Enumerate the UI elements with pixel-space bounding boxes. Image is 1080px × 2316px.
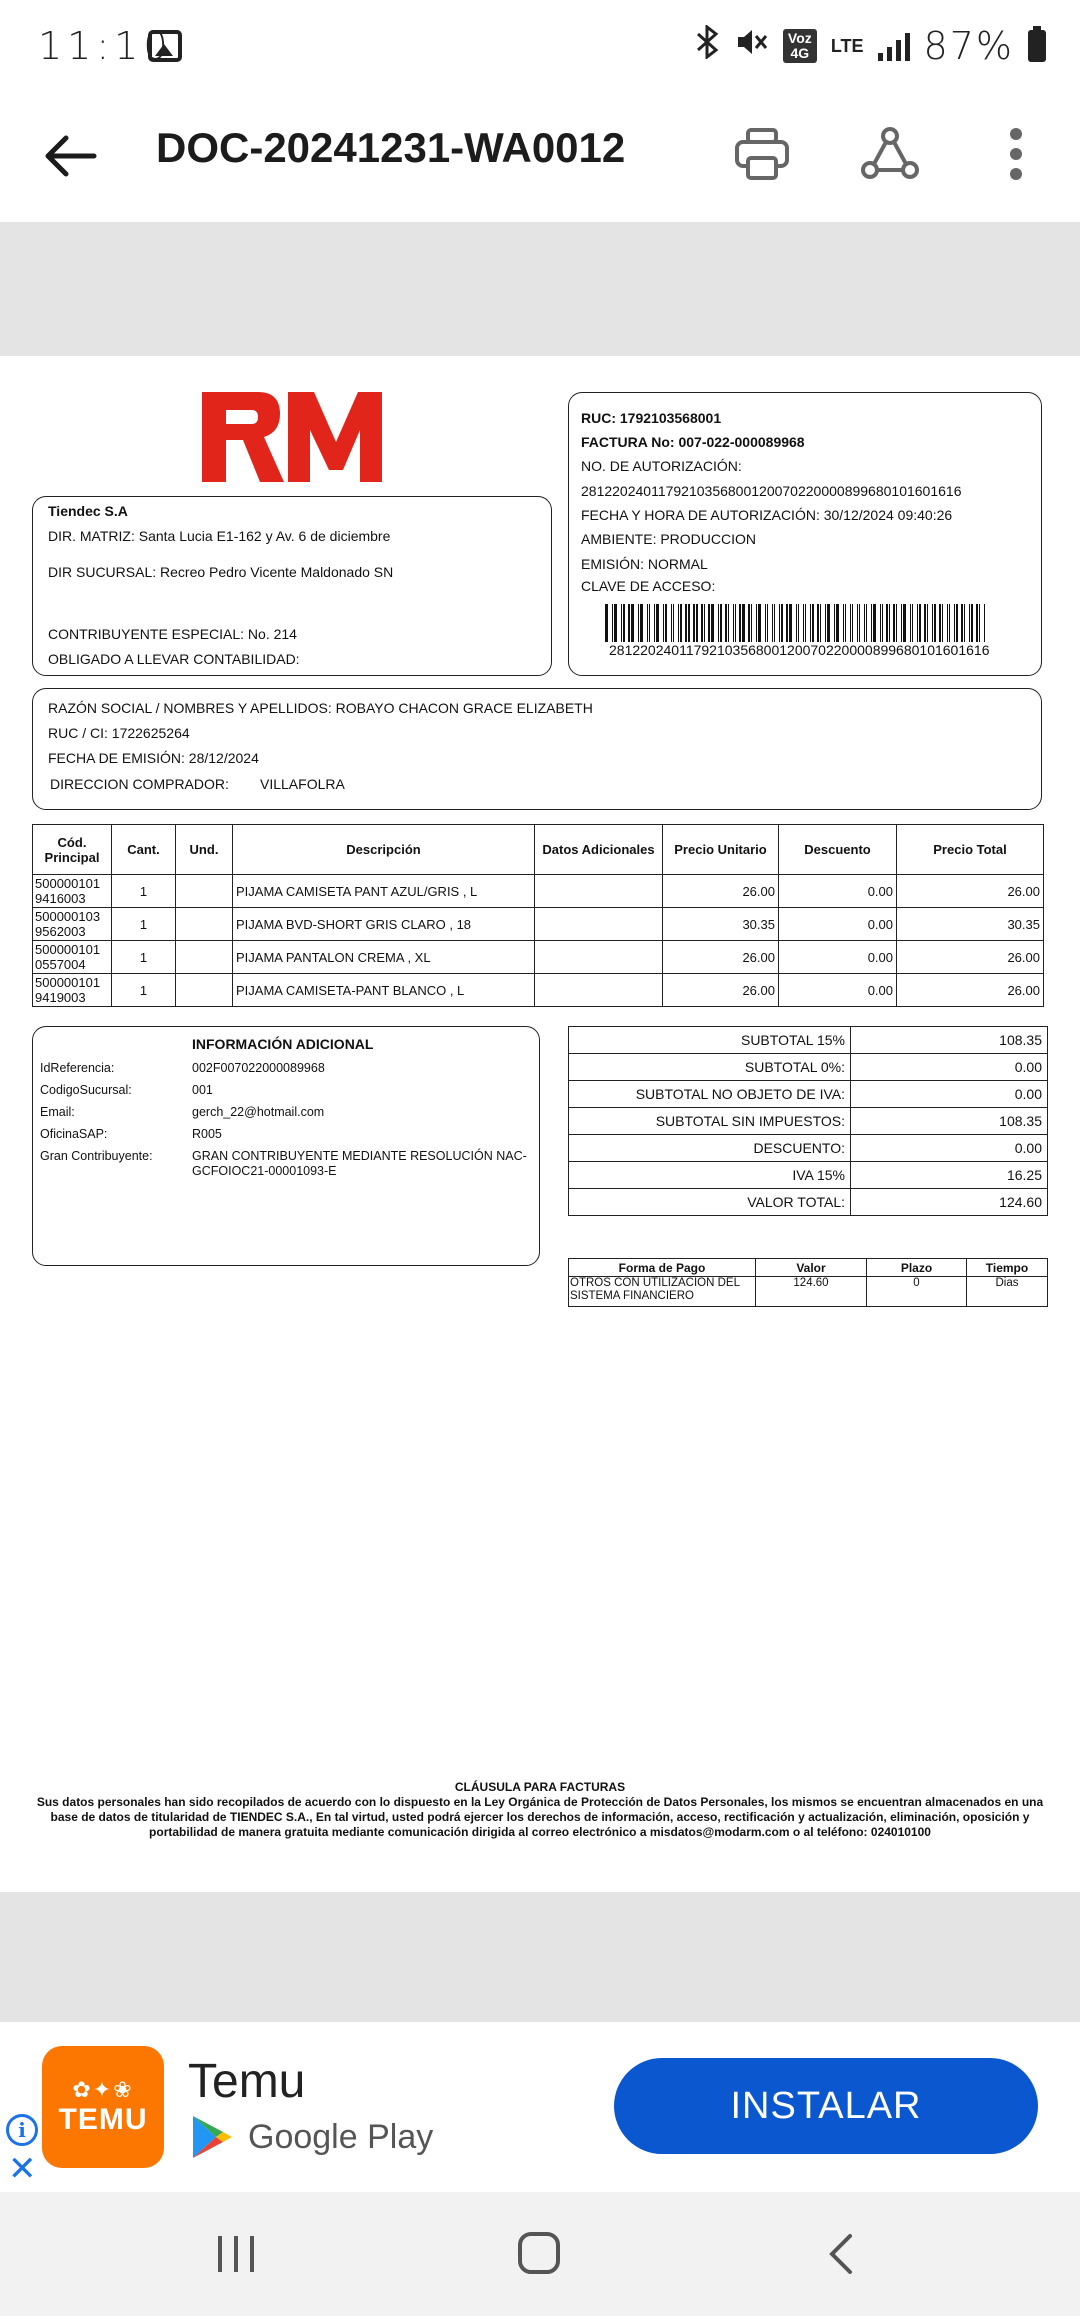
buyer-fecha-emision: FECHA DE EMISIÓN: 28/12/2024	[48, 750, 259, 766]
temu-logo-text: TEMU	[58, 2103, 148, 2136]
item-qty: 1	[112, 875, 176, 908]
payment-col-plazo: Plazo	[867, 1259, 967, 1277]
item-code: 500000103 9562003	[33, 908, 112, 941]
item-code: 500000101 0557004	[33, 941, 112, 974]
ad-info-icon[interactable]: i	[6, 2114, 38, 2146]
payment-col-forma: Forma de Pago	[569, 1259, 756, 1277]
ad-banner[interactable]	[0, 2022, 1080, 2192]
item-extra	[535, 908, 663, 941]
share-icon[interactable]	[852, 116, 928, 192]
item-discount: 0.00	[779, 908, 897, 941]
factura-number: FACTURA No: 007-022-000089968	[581, 434, 805, 450]
info-label: CodigoSucursal:	[40, 1083, 132, 1097]
document-title: DOC-20241231-WA0012	[156, 124, 626, 171]
info-value: 001	[192, 1083, 213, 1097]
item-description: PIJAMA BVD-SHORT GRIS CLARO , 18	[233, 908, 535, 941]
item-unit	[176, 908, 233, 941]
payment-header-row	[569, 1259, 1048, 1277]
recent-apps-icon[interactable]	[214, 2232, 258, 2281]
barcode	[605, 604, 1015, 644]
totals-label: VALOR TOTAL:	[569, 1189, 851, 1216]
totals-row	[569, 1027, 1048, 1054]
volte-icon: Voz 4G	[783, 29, 817, 63]
info-value: 002F007022000089968	[192, 1061, 325, 1075]
clave-label: CLAVE DE ACCESO:	[581, 578, 716, 594]
payment-tiempo: Dias	[967, 1277, 1048, 1307]
item-unit-price: 26.00	[663, 941, 779, 974]
items-header-row	[33, 825, 1044, 875]
info-label: Email:	[40, 1105, 75, 1119]
item-unit	[176, 941, 233, 974]
totals-label: DESCUENTO:	[569, 1135, 851, 1162]
payment-forma: OTROS CON UTILIZACION DEL SISTEMA FINANCIERO	[569, 1277, 756, 1307]
payment-row	[569, 1277, 1048, 1307]
item-total: 30.35	[897, 908, 1044, 941]
system-nav-bar	[0, 2192, 1080, 2316]
info-value: gerch_22@hotmail.com	[192, 1105, 325, 1119]
item-total: 26.00	[897, 941, 1044, 974]
signal-icon	[878, 31, 910, 61]
invoice-page	[0, 356, 1080, 1892]
totals-row	[569, 1108, 1048, 1135]
totals-value: 108.35	[851, 1108, 1048, 1135]
back-nav-icon[interactable]	[826, 2232, 856, 2281]
totals-label: SUBTOTAL 0%:	[569, 1054, 851, 1081]
home-icon[interactable]	[516, 2230, 562, 2281]
totals-label: IVA 15%	[569, 1162, 851, 1189]
issuer-dir-matriz: DIR. MATRIZ: Santa Lucia E1-162 y Av. 6 de diciembre	[48, 528, 391, 544]
col-datos-adicionales: Datos Adicionales	[535, 825, 663, 875]
item-extra	[535, 941, 663, 974]
install-button[interactable]: INSTALAR	[614, 2058, 1038, 2154]
table-row	[33, 875, 1044, 908]
col-cantidad: Cant.	[112, 825, 176, 875]
clause-body: Sus datos personales han sido recopilados de acuerdo con lo dispuesto en la Ley Orgánica de Protección de Datos Personales, los mismos se encuentran almacenados en una base de datos de titularidad de TIENDEC S.A., En tal virtud, usted podrá ejercer los derechos de información, acceso, rectificación y actualización, eliminación, oposición y portabilidad de manera gratuita mediante comunicación dirigida al correo electrónico a misdatos@modarm.com o al teléfono: 024010100	[36, 1795, 1044, 1839]
payment-col-tiempo: Tiempo	[967, 1259, 1048, 1277]
totals-label: SUBTOTAL 15%	[569, 1027, 851, 1054]
col-descuento: Descuento	[779, 825, 897, 875]
totals-value: 108.35	[851, 1027, 1048, 1054]
more-options-icon[interactable]	[978, 116, 1054, 192]
item-qty: 1	[112, 941, 176, 974]
item-extra	[535, 875, 663, 908]
col-codigo: Cód. Principal	[33, 825, 112, 875]
viewer-background-bottom	[0, 1892, 1080, 2022]
issuer-dir-sucursal: DIR SUCURSAL: Recreo Pedro Vicente Maldonado SN	[48, 564, 394, 580]
store-label: Google Play	[248, 2117, 434, 2156]
payment-table	[568, 1258, 1048, 1307]
item-qty: 1	[112, 908, 176, 941]
google-play-icon	[190, 2114, 234, 2160]
info-label: Gran Contribuyente:	[40, 1149, 153, 1163]
item-description: PIJAMA CAMISETA-PANT BLANCO , L	[233, 974, 535, 1007]
item-unit-price: 26.00	[663, 875, 779, 908]
item-description: PIJAMA PANTALON CREMA , XL	[233, 941, 535, 974]
bluetooth-icon	[695, 25, 721, 68]
print-icon[interactable]	[724, 116, 800, 192]
item-total: 26.00	[897, 974, 1044, 1007]
lte-icon: LTE	[830, 36, 864, 56]
info-value: R005	[192, 1127, 222, 1141]
fecha-autorizacion: FECHA Y HORA DE AUTORIZACIÓN: 30/12/2024 09:40:26	[581, 507, 953, 523]
item-unit	[176, 974, 233, 1007]
col-descripcion: Descripción	[233, 825, 535, 875]
totals-row	[569, 1162, 1048, 1189]
totals-row	[569, 1054, 1048, 1081]
rm-logo	[200, 390, 384, 487]
issuer-contribuyente: CONTRIBUYENTE ESPECIAL: No. 214	[48, 626, 297, 642]
totals-label: SUBTOTAL NO OBJETO DE IVA:	[569, 1081, 851, 1108]
emision: EMISIÓN: NORMAL	[581, 556, 708, 572]
totals-row	[569, 1135, 1048, 1162]
buyer-direccion: VILLAFOLRA	[260, 776, 345, 792]
additional-info-title: INFORMACIÓN ADICIONAL	[192, 1036, 374, 1052]
app-bar	[0, 92, 1080, 222]
item-extra	[535, 974, 663, 1007]
table-row	[33, 941, 1044, 974]
issuer-name: Tiendec S.A	[48, 503, 128, 519]
issuer-box	[32, 496, 552, 676]
item-unit-price: 30.35	[663, 908, 779, 941]
buyer-razon-social: RAZÓN SOCIAL / NOMBRES Y APELLIDOS: ROBAYO CHACON GRACE ELIZABETH	[48, 700, 593, 716]
ruc: RUC: 1792103568001	[581, 410, 722, 426]
table-row	[33, 908, 1044, 941]
item-unit-price: 26.00	[663, 974, 779, 1007]
item-code: 500000101 9419003	[33, 974, 112, 1007]
payment-valor: 124.60	[756, 1277, 867, 1307]
payment-plazo: 0	[867, 1277, 967, 1307]
back-arrow-icon[interactable]	[40, 126, 100, 186]
item-discount: 0.00	[779, 875, 897, 908]
temu-app-icon[interactable]: ✿✦❀ TEMU	[42, 2046, 164, 2168]
info-label: IdReferencia:	[40, 1061, 115, 1075]
totals-row	[569, 1081, 1048, 1108]
google-play-badge	[190, 2114, 433, 2160]
clause	[30, 1780, 1050, 1840]
battery-percent: 87%	[923, 24, 1014, 68]
item-qty: 1	[112, 974, 176, 1007]
battery-icon	[1028, 30, 1046, 62]
items-table	[32, 824, 1044, 1007]
payment-col-valor: Valor	[756, 1259, 867, 1277]
col-unidad: Und.	[176, 825, 233, 875]
status-time: 11:10	[38, 24, 173, 68]
autorizacion-number: 2812202401179210356800120070220000899680101601616	[581, 483, 962, 499]
item-unit	[176, 875, 233, 908]
autorizacion-label: NO. DE AUTORIZACIÓN:	[581, 458, 742, 474]
col-precio-total: Precio Total	[897, 825, 1044, 875]
buyer-direccion-label: DIRECCION COMPRADOR:	[50, 776, 229, 792]
totals-value: 0.00	[851, 1135, 1048, 1162]
table-row	[33, 974, 1044, 1007]
item-discount: 0.00	[779, 941, 897, 974]
item-description: PIJAMA CAMISETA PANT AZUL/GRIS , L	[233, 875, 535, 908]
viewer-background	[0, 222, 1080, 356]
ad-close-icon[interactable]: ✕	[8, 2150, 37, 2188]
clause-title: CLÁUSULA PARA FACTURAS	[454, 1780, 626, 1794]
item-discount: 0.00	[779, 974, 897, 1007]
clave-acceso: 2812202401179210356800120070220000899680101601616	[609, 642, 990, 658]
gallery-notification-icon	[148, 30, 182, 62]
totals-row	[569, 1189, 1048, 1216]
ad-app-name[interactable]: Temu	[188, 2055, 306, 2108]
status-bar	[0, 0, 1080, 92]
info-value: GRAN CONTRIBUYENTE MEDIANTE RESOLUCIÓN NAC-GCFOIOC21-00001093-E	[192, 1149, 527, 1178]
totals-value: 0.00	[851, 1081, 1048, 1108]
item-total: 26.00	[897, 875, 1044, 908]
item-code: 500000101 9416003	[33, 875, 112, 908]
col-precio-unitario: Precio Unitario	[663, 825, 779, 875]
totals-value: 124.60	[851, 1189, 1048, 1216]
ambiente: AMBIENTE: PRODUCCION	[581, 531, 757, 547]
totals-value: 0.00	[851, 1054, 1048, 1081]
info-label: OficinaSAP:	[40, 1127, 108, 1141]
totals-table	[568, 1026, 1048, 1216]
buyer-ruc: RUC / CI: 1722625264	[48, 725, 190, 741]
totals-value: 16.25	[851, 1162, 1048, 1189]
mute-icon	[735, 25, 769, 67]
issuer-contabilidad: OBLIGADO A LLEVAR CONTABILIDAD:	[48, 651, 300, 667]
totals-label: SUBTOTAL SIN IMPUESTOS:	[569, 1108, 851, 1135]
